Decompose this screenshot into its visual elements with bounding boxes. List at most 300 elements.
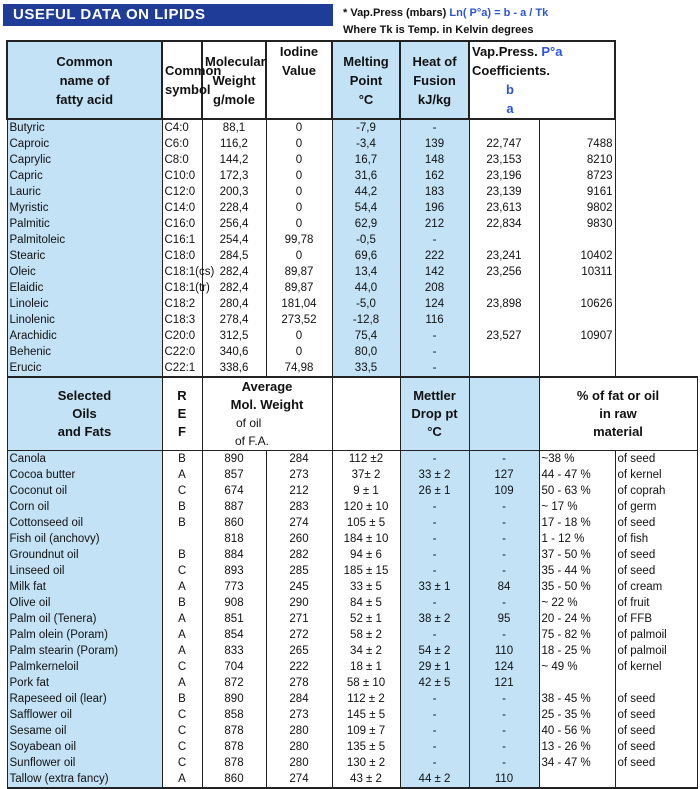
header-heat-empty: [469, 377, 539, 451]
acid-vap-b: 22,747: [469, 136, 539, 152]
acid-melting: -7,9: [332, 119, 400, 136]
oil-drop-point: 26 ± 1: [400, 483, 469, 499]
acid-iodine: 0: [266, 200, 332, 216]
oil-percent-of: of palmoil: [615, 643, 697, 659]
oil-weight: 860: [202, 515, 266, 531]
vapor-pressure-note: [343, 7, 548, 19]
oil-heat: 110: [469, 643, 539, 659]
oil-name: Olive oil: [7, 595, 162, 611]
oil-name: Soyabean oil: [7, 739, 162, 755]
acid-iodine: 0: [266, 168, 332, 184]
header-weight: [202, 41, 266, 119]
oil-percent: 75 - 82 %: [539, 627, 615, 643]
oil-name: Palm oil (Tenera): [7, 611, 162, 627]
oil-heat: -: [469, 563, 539, 579]
acid-vap-b: 23,256: [469, 264, 539, 280]
acid-heat: -: [400, 360, 469, 377]
acid-vap-b: [469, 119, 539, 136]
acid-symbol: C20:0: [162, 328, 202, 344]
oil-drop-point: -: [400, 499, 469, 515]
oil-weight: 878: [202, 723, 266, 739]
acid-melting: 33,5: [332, 360, 400, 377]
oil-ref: A: [162, 467, 202, 483]
oil-heat: -: [469, 755, 539, 771]
acid-symbol: C22:0: [162, 344, 202, 360]
oil-name: Groundnut oil: [7, 547, 162, 563]
fa-weight: 284: [266, 451, 332, 468]
oil-percent: 40 - 56 %: [539, 723, 615, 739]
fa-weight: 280: [266, 739, 332, 755]
header-line: Fusion: [413, 72, 456, 88]
header-ref: [162, 377, 202, 451]
acid-symbol: C6:0: [162, 136, 202, 152]
oil-row: [7, 659, 697, 675]
acid-vap-b: 23,613: [469, 200, 539, 216]
acid-row: [7, 200, 697, 216]
acid-heat: -: [400, 232, 469, 248]
oil-weight: 878: [202, 755, 266, 771]
fa-weight: 278: [266, 675, 332, 691]
acid-iodine: 99,78: [266, 232, 332, 248]
acid-vap-b: [469, 312, 539, 328]
oil-name: Safflower oil: [7, 707, 162, 723]
oil-iodine: 120 ± 10: [332, 499, 400, 515]
oil-heat: -: [469, 723, 539, 739]
acid-vap-b: 22,834: [469, 216, 539, 232]
oil-drop-point: 44 ± 2: [400, 771, 469, 788]
acid-symbol: C18:0: [162, 248, 202, 264]
acid-symbol: C18:1(cs): [162, 264, 202, 280]
acid-symbol: C18:2: [162, 296, 202, 312]
acid-weight: 340,6: [202, 344, 266, 360]
header-line: °C: [427, 424, 442, 439]
acid-vap-a: [539, 344, 615, 360]
acid-vap-a: 8210: [539, 152, 615, 168]
header-heat: [400, 41, 469, 119]
oil-name: Cocoa butter: [7, 467, 162, 483]
oil-row: [7, 515, 697, 531]
acid-vap-b: [469, 232, 539, 248]
acid-name: Elaidic: [7, 280, 162, 296]
acid-heat: 142: [400, 264, 469, 280]
oil-ref: A: [162, 771, 202, 788]
oil-weight: 890: [202, 691, 266, 707]
fa-weight: 283: [266, 499, 332, 515]
oil-ref: C: [162, 707, 202, 723]
acid-iodine: 273,52: [266, 312, 332, 328]
oil-percent-of: of palmoil: [615, 627, 697, 643]
oil-row: [7, 579, 697, 595]
oil-row: [7, 643, 697, 659]
oil-heat: -: [469, 451, 539, 468]
acid-heat: 183: [400, 184, 469, 200]
acid-melting: -12,8: [332, 312, 400, 328]
acid-vap-b: [469, 344, 539, 360]
acid-symbol: C18:3: [162, 312, 202, 328]
oil-percent: ~ 49 %: [539, 659, 615, 675]
acid-weight: 278,4: [202, 312, 266, 328]
acid-row: [7, 312, 697, 328]
acid-vap-a: [539, 280, 615, 296]
acid-vap-a: [539, 232, 615, 248]
oil-weight: 887: [202, 499, 266, 515]
acid-weight: 338,6: [202, 360, 266, 377]
header-line: % of fat or oil: [576, 388, 660, 403]
acid-weight: 144,2: [202, 152, 266, 168]
oil-iodine: 18 ± 1: [332, 659, 400, 675]
header-line: Point: [349, 72, 383, 88]
oil-drop-point: -: [400, 627, 469, 643]
oil-percent: ~ 17 %: [539, 499, 615, 515]
acid-name: Arachidic: [7, 328, 162, 344]
oil-weight: 704: [202, 659, 266, 675]
oil-row: [7, 739, 697, 755]
acid-weight: 228,4: [202, 200, 266, 216]
oil-percent: [539, 675, 615, 691]
acid-heat: -: [400, 119, 469, 136]
fa-weight: 280: [266, 755, 332, 771]
oil-percent-of: of seed: [615, 547, 697, 563]
oil-ref: C: [162, 723, 202, 739]
acid-heat: 139: [400, 136, 469, 152]
oil-ref: A: [162, 579, 202, 595]
acid-name: Capric: [7, 168, 162, 184]
acid-vap-a: 10907: [539, 328, 615, 344]
oil-row: [7, 771, 697, 788]
oil-heat: -: [469, 595, 539, 611]
acid-row: [7, 152, 697, 168]
oil-name: Cottonseed oil: [7, 515, 162, 531]
acid-vap-a: [539, 119, 615, 136]
oil-iodine: 84 ± 5: [332, 595, 400, 611]
acid-vap-a: 10626: [539, 296, 615, 312]
oil-weight: 908: [202, 595, 266, 611]
note-formula: Ln( P°a) = b - a / Tk: [449, 7, 549, 19]
fa-weight: 212: [266, 483, 332, 499]
header-line: g/mole: [213, 91, 255, 107]
oil-drop-point: -: [400, 451, 469, 468]
oil-iodine: 34 ± 2: [332, 643, 400, 659]
acid-heat: 212: [400, 216, 469, 232]
acid-row: [7, 264, 697, 280]
header-percent: [539, 377, 697, 451]
acid-weight: 280,4: [202, 296, 266, 312]
oil-iodine: 185 ± 15: [332, 563, 400, 579]
fa-weight: 273: [266, 467, 332, 483]
of-oil-label: of oil: [236, 416, 262, 430]
oil-percent: 38 - 45 %: [539, 691, 615, 707]
header-name: [7, 41, 162, 119]
oil-iodine: 105 ± 5: [332, 515, 400, 531]
fa-weight: 260: [266, 531, 332, 547]
oil-percent: ~38 %: [539, 451, 615, 468]
acid-iodine: 0: [266, 184, 332, 200]
acid-name: Butyric: [7, 119, 162, 136]
oil-weight: 893: [202, 563, 266, 579]
oil-percent: 20 - 24 %: [539, 611, 615, 627]
oil-heat: -: [469, 691, 539, 707]
oil-row: [7, 595, 697, 611]
acid-vap-a: 8723: [539, 168, 615, 184]
oil-drop-point: -: [400, 739, 469, 755]
oil-ref: B: [162, 595, 202, 611]
oil-heat: -: [469, 531, 539, 547]
oil-iodine: 112 ± 2: [332, 691, 400, 707]
acid-row: [7, 216, 697, 232]
oil-weight: 872: [202, 675, 266, 691]
oil-name: Tallow (extra fancy): [7, 771, 162, 788]
acid-vap-a: [539, 312, 615, 328]
acid-symbol: C16:0: [162, 216, 202, 232]
acid-melting: 16,7: [332, 152, 400, 168]
acid-vap-b: 23,196: [469, 168, 539, 184]
acid-melting: -3,4: [332, 136, 400, 152]
oil-percent-of: [615, 675, 697, 691]
oil-ref: A: [162, 611, 202, 627]
oil-drop-point: 42 ± 5: [400, 675, 469, 691]
acid-name: Myristic: [7, 200, 162, 216]
oil-weight: 857: [202, 467, 266, 483]
oil-ref: C: [162, 755, 202, 771]
oil-percent: 35 - 44 %: [539, 563, 615, 579]
header-symbol: [162, 41, 222, 119]
acid-melting: 69,6: [332, 248, 400, 264]
oil-heat: -: [469, 547, 539, 563]
oil-heat: -: [469, 515, 539, 531]
acid-melting: 44,2: [332, 184, 400, 200]
lipids-table: [6, 40, 698, 789]
vap-a-label: a: [506, 101, 514, 116]
acid-melting: -5,0: [332, 296, 400, 312]
acid-melting: 13,4: [332, 264, 400, 280]
acid-vap-a: 7488: [539, 136, 615, 152]
oil-percent: 50 - 63 %: [539, 483, 615, 499]
header-line: Selected: [57, 388, 112, 403]
acid-weight: 200,3: [202, 184, 266, 200]
oil-ref: C: [162, 483, 202, 499]
fa-weight: 290: [266, 595, 332, 611]
oil-heat: 110: [469, 771, 539, 788]
oil-percent: 13 - 26 %: [539, 739, 615, 755]
oil-iodine: 130 ± 2: [332, 755, 400, 771]
acid-vap-a: 9161: [539, 184, 615, 200]
oil-name: Pork fat: [7, 675, 162, 691]
header-line: Heat of: [412, 53, 457, 69]
acid-row: [7, 280, 697, 296]
header-line: in raw: [599, 406, 637, 421]
oil-percent: 25 - 35 %: [539, 707, 615, 723]
fa-weight: 274: [266, 771, 332, 788]
acid-iodine: 0: [266, 216, 332, 232]
header-line: E: [177, 406, 187, 421]
oil-weight: 854: [202, 627, 266, 643]
acid-row: [7, 344, 697, 360]
acid-row: [7, 119, 697, 136]
oil-ref: B: [162, 451, 202, 468]
oil-name: Palm olein (Poram): [7, 627, 162, 643]
oil-ref: A: [162, 675, 202, 691]
acid-heat: 222: [400, 248, 469, 264]
acid-symbol: C22:1: [162, 360, 202, 377]
oil-percent-of: of fruit: [615, 595, 697, 611]
acid-iodine: 0: [266, 344, 332, 360]
oil-drop-point: 54 ± 2: [400, 643, 469, 659]
acid-vap-a: 10311: [539, 264, 615, 280]
oil-percent-of: of seed: [615, 739, 697, 755]
oil-name: Milk fat: [7, 579, 162, 595]
acid-weight: 88,1: [202, 119, 266, 136]
vap-symbol: P°a: [541, 44, 563, 59]
fa-weight: 273: [266, 707, 332, 723]
oil-weight: 860: [202, 771, 266, 788]
acid-name: Stearic: [7, 248, 162, 264]
acid-name: Oleic: [7, 264, 162, 280]
header-line: Iodine: [279, 44, 319, 59]
oil-percent: 37 - 50 %: [539, 547, 615, 563]
header-vapor-pressure: [469, 41, 615, 119]
acid-name: Lauric: [7, 184, 162, 200]
acid-heat: -: [400, 344, 469, 360]
oil-percent-of: of cream: [615, 579, 697, 595]
oil-weight: 884: [202, 547, 266, 563]
oil-row: [7, 467, 697, 483]
oil-name: Canola: [7, 451, 162, 468]
fa-weight: 222: [266, 659, 332, 675]
oil-name: Linseed oil: [7, 563, 162, 579]
header-line: Drop pt: [411, 406, 458, 421]
acid-weight: 282,4: [202, 264, 266, 280]
acid-name: Erucic: [7, 360, 162, 377]
oil-drop-point: -: [400, 691, 469, 707]
oil-weight: 773: [202, 579, 266, 595]
acid-iodine: 0: [266, 136, 332, 152]
kelvin-note: Where Tk is Temp. in Kelvin degrees: [343, 24, 534, 36]
fa-weight: 245: [266, 579, 332, 595]
acid-name: Palmitic: [7, 216, 162, 232]
oil-iodine: 37± 2: [332, 467, 400, 483]
oil-iodine: 58 ± 2: [332, 627, 400, 643]
oil-ref: C: [162, 659, 202, 675]
oil-weight: 858: [202, 707, 266, 723]
oil-row: [7, 675, 697, 691]
acid-name: Palmitoleic: [7, 232, 162, 248]
vap-coefficients: Coefficients.: [472, 63, 551, 78]
oil-name: Corn oil: [7, 499, 162, 515]
oil-drop-point: 33 ± 2: [400, 467, 469, 483]
fa-weight: 282: [266, 547, 332, 563]
oil-row: [7, 611, 697, 627]
vap-title: Vap.Press.: [472, 44, 542, 59]
oil-weight: 818: [202, 531, 266, 547]
acid-name: Caproic: [7, 136, 162, 152]
oil-ref: B: [162, 691, 202, 707]
acid-iodine: 0: [266, 152, 332, 168]
acid-heat: 162: [400, 168, 469, 184]
acid-heat: 116: [400, 312, 469, 328]
oil-percent: 17 - 18 %: [539, 515, 615, 531]
oil-ref: C: [162, 739, 202, 755]
header-line: Mol. Weight: [230, 397, 304, 412]
oil-percent-of: of seed: [615, 515, 697, 531]
acid-name: Linolenic: [7, 312, 162, 328]
oil-row: [7, 483, 697, 499]
oil-ref: C: [162, 563, 202, 579]
acid-vap-b: 23,527: [469, 328, 539, 344]
oil-percent: ~ 22 %: [539, 595, 615, 611]
header-melting: [332, 41, 400, 119]
oil-name: Palmkerneloil: [7, 659, 162, 675]
oil-ref: A: [162, 627, 202, 643]
acid-row: [7, 168, 697, 184]
acid-row: [7, 184, 697, 200]
oil-weight: 833: [202, 643, 266, 659]
oil-heat: -: [469, 739, 539, 755]
oil-iodine: 43 ± 2: [332, 771, 400, 788]
fa-weight: 271: [266, 611, 332, 627]
fa-weight: 284: [266, 691, 332, 707]
acid-weight: 256,4: [202, 216, 266, 232]
header-line: F: [178, 424, 186, 439]
acid-vap-b: 23,153: [469, 152, 539, 168]
acid-heat: 148: [400, 152, 469, 168]
header-line: kJ/kg: [417, 91, 452, 107]
acid-row: [7, 360, 697, 377]
oil-ref: A: [162, 643, 202, 659]
oil-row: [7, 723, 697, 739]
acid-row: [7, 136, 697, 152]
oil-drop-point: -: [400, 755, 469, 771]
oil-ref: [162, 531, 202, 547]
oil-heat: 95: [469, 611, 539, 627]
header-line: Melting: [343, 53, 389, 69]
oil-iodine: 94 ± 6: [332, 547, 400, 563]
oil-drop-point: -: [400, 515, 469, 531]
header-iodine-empty: [332, 377, 400, 451]
fa-weight: 265: [266, 643, 332, 659]
oil-weight: 890: [202, 451, 266, 468]
oil-heat: 124: [469, 659, 539, 675]
oil-drop-point: -: [400, 723, 469, 739]
acid-weight: 284,5: [202, 248, 266, 264]
acid-symbol: C8:0: [162, 152, 202, 168]
acid-row: [7, 248, 697, 264]
acid-name: Linoleic: [7, 296, 162, 312]
acid-melting: 62,9: [332, 216, 400, 232]
acid-iodine: 74,98: [266, 360, 332, 377]
header-line: name of: [59, 72, 110, 88]
header-line: symbol: [165, 82, 211, 97]
oil-row: [7, 547, 697, 563]
acid-melting: 75,4: [332, 328, 400, 344]
oil-ref: B: [162, 499, 202, 515]
oil-heat: -: [469, 627, 539, 643]
acid-vap-a: 10402: [539, 248, 615, 264]
fa-weight: 285: [266, 563, 332, 579]
oil-drop-point: -: [400, 563, 469, 579]
acid-vap-b: [469, 280, 539, 296]
oil-percent-of: of kernel: [615, 659, 697, 675]
acid-melting: 54,4: [332, 200, 400, 216]
header-line: Molecular: [205, 53, 266, 69]
oil-iodine: 52 ± 1: [332, 611, 400, 627]
oil-percent: 44 - 47 %: [539, 467, 615, 483]
oil-percent-of: of fish: [615, 531, 697, 547]
acid-heat: 208: [400, 280, 469, 296]
fa-weight: 274: [266, 515, 332, 531]
acid-vap-b: 23,898: [469, 296, 539, 312]
oil-percent: 35 - 50 %: [539, 579, 615, 595]
acid-iodine: 0: [266, 248, 332, 264]
